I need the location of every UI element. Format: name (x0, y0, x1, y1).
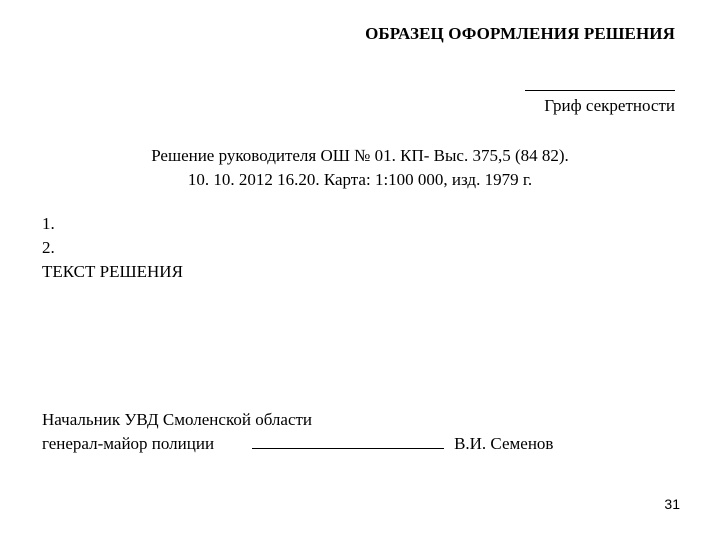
page-number: 31 (664, 496, 680, 512)
signature-line (252, 434, 444, 449)
decision-items (42, 212, 183, 284)
signer-position-line-2 (42, 432, 553, 456)
signer-name: В.И. Семенов (454, 434, 554, 453)
signer-position-line-1: Начальник УВД Смоленской области (42, 410, 313, 429)
signer-rank: генерал-майор полиции (42, 434, 215, 453)
document-title: ОБРАЗЕЦ ОФОРМЛЕНИЯ РЕШЕНИЯ (365, 24, 675, 43)
decision-item: 1. (42, 214, 55, 233)
decision-header-line-1: Решение руководителя ОШ № 01. КП- Выс. 375,5 (84 82). (151, 146, 569, 165)
signature-block (42, 408, 553, 456)
decision-header (0, 144, 720, 192)
secrecy-label: Гриф секретности (544, 96, 675, 115)
decision-header-line-2: 10. 10. 2012 16.20. Карта: 1:100 000, изд. 1979 г. (187, 170, 533, 189)
decision-item: 2. (42, 238, 55, 257)
decision-text-label: ТЕКСТ РЕШЕНИЯ (42, 262, 183, 281)
secrecy-blank-line (525, 90, 675, 91)
